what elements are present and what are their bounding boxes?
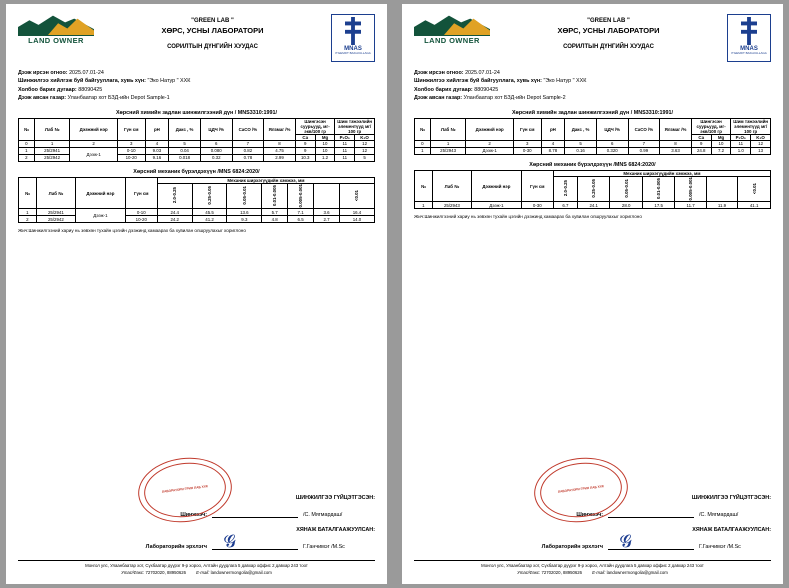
col-f3: 0.05-0.01 [241, 186, 247, 205]
cell-depth: 0-30 [521, 202, 553, 209]
cell-ph: 9.03 [145, 147, 169, 154]
cell-lab: 25/2942 [36, 216, 75, 223]
cell-no: 1 [19, 147, 35, 154]
cell-name: Дээж-1 [466, 147, 513, 154]
sig-analyst-line [608, 510, 694, 518]
idx: 7 [628, 140, 660, 147]
footer-phone: 72702020, 88950626 [541, 569, 583, 575]
footer-phone: 72702020, 88950626 [145, 569, 187, 575]
cell-cdch: 0.320 [596, 147, 628, 154]
cell-f1: 24.2 [157, 216, 192, 223]
table-row-index [19, 140, 375, 147]
signature-block-right [414, 484, 771, 552]
cell-depth: 0-10 [117, 147, 145, 154]
document-title-block [94, 14, 331, 50]
col-f2: 0.25-0.05 [207, 186, 212, 205]
meta-label: Дээж авсан газар: [414, 95, 463, 102]
idx: 10 [711, 140, 731, 147]
col-humus: Ялзмаг /% [660, 118, 692, 140]
col-name: Дээжний нэр [466, 118, 513, 140]
idx: 3 [513, 140, 541, 147]
cell-f7: 41.1 [738, 202, 771, 209]
cell-humus: 2.99 [264, 154, 296, 161]
meta-label: Шинжилгээ хийлгэж буй байгууллага, хувь хүн: [18, 78, 146, 85]
col-caco: CaCO /% [232, 118, 264, 140]
cell-f5: 6.5 [288, 216, 314, 223]
sig-analyst-label: Шинжээч: [180, 512, 207, 518]
cell-ca: 24.8 [691, 147, 711, 154]
col-cdch: ЦДЧ /% [200, 118, 232, 140]
cell-f2: 24.1 [577, 202, 609, 209]
cell-p2o5: 1.0 [731, 147, 751, 154]
cell-no: 1 [19, 209, 37, 216]
col-f6: <0.01 [354, 189, 360, 202]
lab-name: "GREEN LAB " [587, 18, 630, 24]
idx: 1 [34, 140, 70, 147]
idx: 8 [660, 140, 692, 147]
table-row [19, 147, 375, 154]
sig-analyst-name: /С. Мягмардаш/ [699, 512, 739, 518]
meta-value: 88090425 [78, 86, 103, 93]
cell-ca: 9 [295, 147, 315, 154]
handwritten-signature: 𝓖 [618, 531, 634, 552]
sig-analyst-label: Шинжээч: [576, 512, 603, 518]
idx: 0 [19, 140, 35, 147]
cell-f5: 11.7 [675, 202, 706, 209]
col-f2: 0.25-0.05 [591, 179, 597, 198]
page-title: СОРИЛТЫН ДҮНГИЙН ХУУДАС [563, 44, 654, 50]
cell-f7: 16.4 [339, 209, 374, 216]
cell-f5: 7.1 [288, 209, 314, 216]
idx: 5 [565, 140, 597, 147]
document-title-block [490, 14, 727, 50]
page-header-left [18, 14, 375, 62]
col-mg: Mg [711, 134, 731, 140]
meta-row [18, 94, 375, 102]
table-row-index [415, 140, 771, 147]
table-row [415, 202, 771, 209]
lab-stamp-text: ЛАБОРАТОРИ ГРИН ЛАБ ХХК [557, 484, 605, 494]
idx: 12 [355, 140, 375, 147]
chem-section-title: Хөрсний химийн задлан шинжилгээний дүн / MNS3310:1991/ [511, 109, 674, 116]
sig-head-label: Лабораторийн эрхлэгч [541, 544, 603, 550]
idx: 6 [200, 140, 232, 147]
footer-email-label: E-mail: [592, 569, 606, 575]
col-lab: Лаб № [430, 118, 466, 140]
cell-caco: 0.82 [232, 147, 264, 154]
cell-lab: 25/2943 [430, 147, 466, 154]
chem-section-title: Хөрсний химийн задлан шинжилгээний дүн / MNS3310:1991/ [115, 109, 278, 116]
cell-humus: 4.75 [264, 147, 296, 154]
cell-name: Дээж-1 [75, 209, 125, 223]
col-ca: Ca [691, 134, 711, 140]
sig-head-name: Г.Ганчимэг /M.Sc [699, 544, 741, 550]
cell-depth: 0-10 [125, 209, 157, 216]
col-no: № [19, 118, 35, 140]
meta-row [414, 94, 771, 102]
cell-daks: 0.16 [565, 147, 597, 154]
report-page-right [402, 4, 783, 584]
idx: 11 [335, 140, 355, 147]
col-name: Дээжний нэр [471, 170, 521, 202]
col-f4: 0.01-0.005 [272, 185, 278, 207]
col-daks: Дакс , % [565, 118, 597, 140]
idx: 2 [70, 140, 117, 147]
cell-cdch: 0.32 [200, 154, 232, 161]
signature-block-left [18, 484, 375, 552]
cell-depth: 10-20 [117, 154, 145, 161]
chem-table-right [414, 118, 771, 155]
col-ph: pH [541, 118, 565, 140]
idx: 8 [264, 140, 296, 147]
soyombo-icon [345, 17, 361, 45]
col-f3: 0.05-0.01 [623, 179, 629, 198]
col-f5: 0.005-0.001 [298, 183, 304, 208]
cell-no: 2 [19, 216, 37, 223]
sig-analyst-line [212, 510, 298, 518]
col-caco: CaCO /% [628, 118, 660, 140]
cell-k2o: 13 [751, 147, 771, 154]
footer-phone-label: Утас/Факс: [121, 569, 145, 575]
footer-phone-label: Утас/Факс: [517, 569, 541, 575]
idx: 0 [415, 140, 431, 147]
col-humus: Ялзмаг /% [264, 118, 296, 140]
footer-address: Монгол улс, Улаанбаатар хот, Сүхбаатар дүүрэг 9-р хороо, Алтайн дуудлага 5 давхар оффис 2 давхар 243 тоот [85, 563, 308, 569]
col-depth: Гүн см [125, 177, 157, 209]
idx: 10 [315, 140, 335, 147]
col-lab: Лаб № [432, 170, 471, 202]
meta-value: "Эко Натур " ХХК [147, 78, 191, 85]
idx: 9 [691, 140, 711, 147]
meta-row [18, 69, 375, 77]
cell-k2o: 5 [355, 154, 375, 161]
cell-no: 2 [19, 154, 35, 161]
cell-lab: 25/2942 [34, 154, 70, 161]
mnas-label: MNAS [344, 46, 362, 52]
cell-f4: 17.5 [642, 202, 674, 209]
cell-daks: 0.04 [169, 147, 201, 154]
idx: 7 [232, 140, 264, 147]
col-k2o: K₂O [355, 134, 375, 140]
sig-title-label: ШИНЖИЛГЭЭ ГҮЙЦЭТГЭСЭН: [691, 495, 771, 501]
idx: 12 [751, 140, 771, 147]
meta-value: "Эко Натур " ХХК [543, 78, 587, 85]
cell-f6: 11.9 [706, 202, 737, 209]
col-fraction-group: Механик ширхэгүүдийн хэмжээ, мм [553, 170, 770, 176]
meta-block-right [414, 69, 771, 103]
cell-f3: 13.6 [227, 209, 262, 216]
sig-title-label: ШИНЖИЛГЭЭ ГҮЙЦЭТГЭСЭН: [295, 495, 375, 501]
page-title: СОРИЛТЫН ДҮНГИЙН ХУУДАС [167, 44, 258, 50]
col-f5: 0.005-0.001 [688, 176, 694, 201]
cell-f1: 6.7 [553, 202, 577, 209]
meta-value: Уланбаатар хот БЗД-ийн Depot Sample-2 [463, 95, 566, 102]
sig-approve-label: ХЯНАЖ БАТАЛГААЖУУЛСАН: [692, 527, 771, 533]
col-fraction-group: Механик ширхэгүүдийн хэмжээ, мм [157, 177, 374, 183]
cell-caco: 0.99 [628, 147, 660, 154]
cell-ca: 10.3 [295, 154, 315, 161]
mech-section-title: Хөрсний механик бүрэлдэхүүн /MNS 6824:2020/ [133, 168, 260, 175]
meta-value: 2025.07.01-24 [69, 70, 104, 76]
col-lab: Лаб № [34, 118, 70, 140]
disclaimer-note: Жич:Шинжилгээний хариу нь зөвхөн тухайн цэгийн дээжинд хамаарах ба хувилан олшруулахыг хориглоно [18, 228, 246, 234]
cell-f3: 9.3 [227, 216, 262, 223]
cell-mg: 1.2 [315, 154, 335, 161]
col-ca: Ca [295, 134, 315, 140]
col-f6: <0.01 [751, 182, 757, 195]
cell-ph: 9.16 [145, 154, 169, 161]
col-daks: Дакс , % [169, 118, 201, 140]
meta-row [18, 77, 375, 85]
col-bases-group: Шингэсэн суурьууд, мг-экв/100 гр [295, 118, 335, 134]
cell-cdch: 0.080 [200, 147, 232, 154]
meta-row [414, 86, 771, 94]
mech-table-left [18, 177, 375, 224]
cell-lab: 25/2943 [432, 202, 471, 209]
cell-lab: 25/2941 [34, 147, 70, 154]
mnas-sublabel: ITGEMJIT BAIGUULLAGA [731, 51, 767, 55]
soyombo-icon [741, 17, 757, 45]
cell-p2o5: 11 [335, 154, 355, 161]
meta-value: Уланбаатар хот БЗД-ийн Depot Sample-1 [67, 95, 170, 102]
cell-p2o5: 11 [335, 147, 355, 154]
meta-label: Холбоо барих дугаар: [414, 86, 473, 93]
sig-head-name: Г.Ганчимэг /M.Sc [303, 544, 345, 550]
cell-mg: 10 [315, 147, 335, 154]
cell-k2o: 12 [355, 147, 375, 154]
table-row [19, 209, 375, 216]
col-depth: Гүн см [513, 118, 541, 140]
meta-value: 2025.07.01-24 [465, 70, 500, 76]
col-nutrients-group: Шим тэжээлийн элементүүд мг/ 100 гр [335, 118, 375, 134]
meta-row [414, 77, 771, 85]
cell-f4: 4.8 [262, 216, 288, 223]
meta-label: Холбоо барих дугаар: [18, 86, 77, 93]
footer-email-label: E-mail: [196, 569, 210, 575]
chem-table-left [18, 118, 375, 162]
col-name: Дээжний нэр [70, 118, 117, 140]
cell-humus: 3.63 [660, 147, 692, 154]
meta-row [414, 69, 771, 77]
mech-section-title: Хөрсний механик бүрэлдэхүүн /MNS 6824:2020/ [529, 161, 656, 168]
col-ph: pH [145, 118, 169, 140]
land-owner-logo [414, 14, 490, 48]
meta-value: 88090425 [474, 86, 499, 93]
lab-subtitle: ХӨРС, УСНЫ ЛАБОРАТОРИ [557, 26, 660, 35]
meta-label: Шинжилгээ хийлгэж буй байгууллага, хувь хүн: [414, 78, 542, 85]
mnas-sublabel: ITGEMJIT BAIGUULLAGA [335, 51, 371, 55]
meta-label: Дээж ирсэн огноо: [414, 70, 464, 76]
col-nutrients-group: Шим тэжээлийн элементүүд мг/ 100 гр [731, 118, 771, 134]
lab-stamp-text: ЛАБОРАТОРИ ГРИН ЛАБ ХХК [161, 484, 209, 494]
cell-f6: 2.7 [314, 216, 340, 223]
idx: 2 [466, 140, 513, 147]
mech-table-right [414, 170, 771, 210]
cell-f2: 45.5 [192, 209, 227, 216]
report-page-left [6, 4, 387, 584]
col-f1: 2.0-0.25 [562, 180, 568, 197]
idx: 1 [430, 140, 466, 147]
cell-daks: 0.018 [169, 154, 201, 161]
mnas-accreditation-seal [331, 14, 375, 62]
mnas-label: MNAS [740, 46, 758, 52]
page-footer-right [414, 560, 771, 576]
idx: 3 [117, 140, 145, 147]
land-owner-logo [18, 14, 94, 48]
idx: 4 [541, 140, 565, 147]
meta-label: Дээж ирсэн огноо: [18, 70, 68, 76]
cell-no: 1 [415, 147, 431, 154]
mnas-accreditation-seal [727, 14, 771, 62]
cell-f6: 3.6 [314, 209, 340, 216]
cell-name: Дээж-1 [471, 202, 521, 209]
cell-caco: 0.78 [232, 154, 264, 161]
idx: 6 [596, 140, 628, 147]
cell-f7: 14.0 [339, 216, 374, 223]
sig-head-label: Лабораторийн эрхлэгч [145, 544, 207, 550]
col-depth: Гүн см [521, 170, 553, 202]
table-row [19, 216, 375, 223]
logo-label: LAND OWNER [424, 36, 480, 45]
col-mg: Mg [315, 134, 335, 140]
col-no: № [415, 170, 433, 202]
cell-f4: 5.7 [262, 209, 288, 216]
cell-name: Дээж-1 [70, 147, 117, 161]
idx: 4 [145, 140, 169, 147]
cell-f1: 24.4 [157, 209, 192, 216]
idx: 5 [169, 140, 201, 147]
cell-lab: 25/2941 [36, 209, 75, 216]
cell-f3: 28.0 [610, 202, 642, 209]
lab-subtitle: ХӨРС, УСНЫ ЛАБОРАТОРИ [161, 26, 264, 35]
col-lab: Лаб № [36, 177, 75, 209]
col-k2o: K₂O [751, 134, 771, 140]
footer-address: Монгол улс, Улаанбаатар хот, Сүхбаатар дүүрэг 9-р хороо, Алтайн дуудлага 5 давхар оффис 2 давхар 243 тоот [481, 563, 704, 569]
footer-email[interactable]: landownermongolia@gmail.com [606, 569, 668, 575]
col-bases-group: Шингэсэн суурьууд, мг-экв/100 гр [691, 118, 731, 134]
idx: 9 [295, 140, 315, 147]
lab-name: "GREEN LAB " [191, 18, 234, 24]
cell-no: 1 [415, 202, 433, 209]
footer-email[interactable]: landownermongolia@gmail.com [210, 569, 272, 575]
page-header-right [414, 14, 771, 62]
cell-ph: 8.78 [541, 147, 565, 154]
cell-depth: 10-20 [125, 216, 157, 223]
page-footer-left [18, 560, 375, 576]
handwritten-signature: 𝓖 [222, 531, 238, 552]
table-row [415, 147, 771, 154]
disclaimer-note: Жич:Шинжилгээний хариу нь зөвхөн тухайн цэгийн дээжинд хамаарах ба хувилан олшруулахыг хориглоно [414, 214, 642, 220]
meta-label: Дээж авсан газар: [18, 95, 67, 102]
idx: 11 [731, 140, 751, 147]
cell-mg: 7.2 [711, 147, 731, 154]
col-f4: 0.01-0.005 [656, 178, 662, 200]
col-no: № [415, 118, 431, 140]
col-p2o5: P₂O₅ [731, 134, 751, 140]
sig-approve-label: ХЯНАЖ БАТАЛГААЖУУЛСАН: [296, 527, 375, 533]
col-cdch: ЦДЧ /% [596, 118, 628, 140]
sig-analyst-name: /С. Мягмардаш/ [303, 512, 343, 518]
col-depth: Гүн см [117, 118, 145, 140]
cell-f2: 41.2 [192, 216, 227, 223]
col-no: № [19, 177, 37, 209]
meta-block-left [18, 69, 375, 103]
logo-label: LAND OWNER [28, 36, 84, 45]
col-f1: 2.0-0.25 [172, 187, 178, 204]
col-p2o5: P₂O₅ [335, 134, 355, 140]
cell-depth: 0-30 [513, 147, 541, 154]
col-name: Дээжний нэр [75, 177, 125, 209]
meta-row [18, 86, 375, 94]
